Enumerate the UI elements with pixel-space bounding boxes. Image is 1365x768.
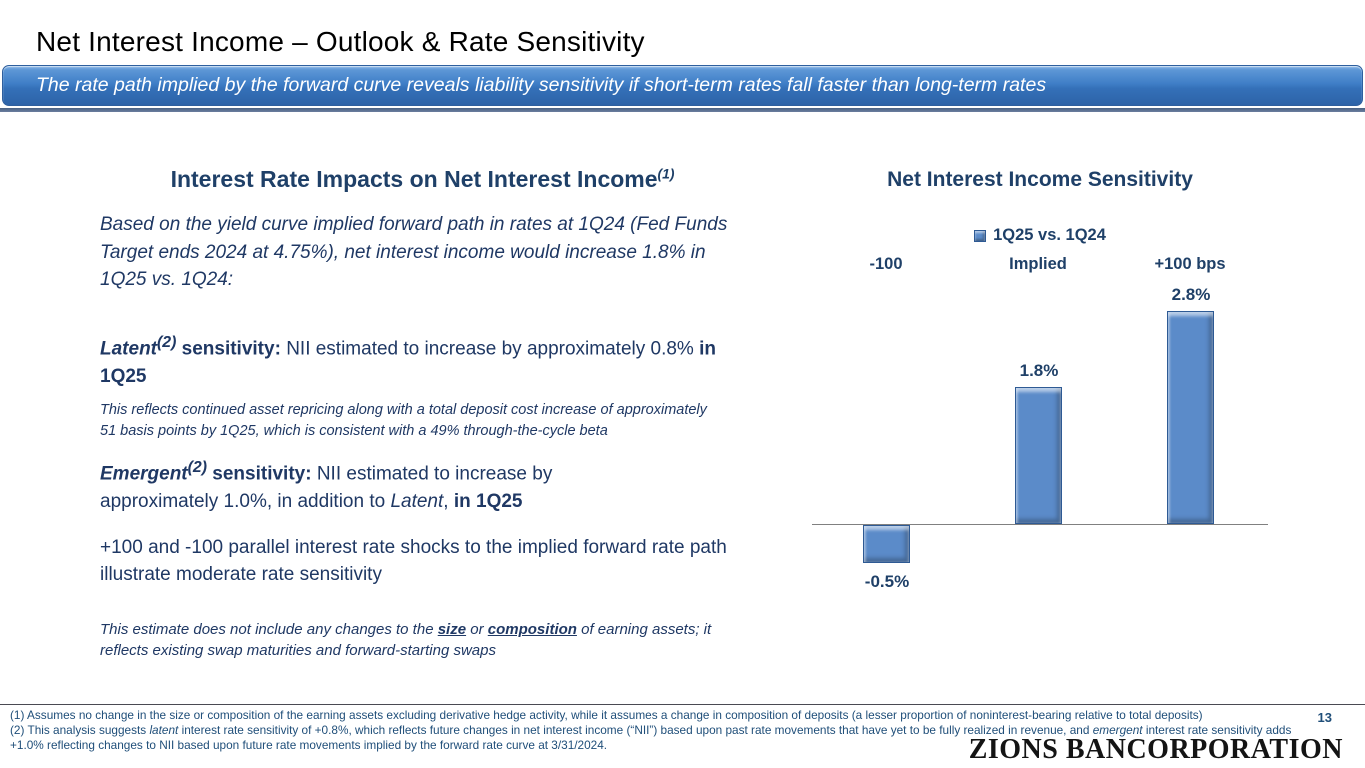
latent-note: This reflects continued asset repricing along with a total deposit cost increase of approximately 51 basis points by 1Q25, which is consistent with a 49% through-the-cycle beta	[100, 402, 707, 439]
category-label-implied: Implied	[1009, 255, 1067, 273]
left-heading: Interest Rate Impacts on Net Interest Income$^{(1)}$	[170, 166, 675, 192]
bar-implied	[1015, 387, 1062, 524]
bar-chart-plot-area	[812, 280, 1268, 610]
company-logo: ZIONS BANCORPORATION	[968, 734, 1343, 765]
slide-title: Net Interest Income – Outlook & Rate Sensitivity	[36, 26, 645, 57]
intro-paragraph: Based on the yield curve implied forward path in rates at 1Q24 (Fed Funds Target ends 2024 at 4.75%), net interest income would increase 1.8% in 1Q25 vs. 1Q24:	[100, 214, 728, 291]
left-panel	[100, 166, 745, 661]
page-number: 13	[1317, 710, 1332, 725]
bar-value-label-minus100: -0.5%	[864, 572, 910, 591]
latent-paragraph: Latent$^{(2)}$ sensitivity: NII estimated to increase by approximately 0.8% in 1Q25	[100, 333, 716, 387]
legend-marker-icon	[974, 230, 986, 242]
footnote-ref-1: (1)	[657, 166, 675, 182]
rate-shocks-paragraph: +100 and -100 parallel interest rate shocks to the implied forward rate path illustrate moderate rate sensitivity	[100, 536, 727, 586]
estimate-note: This estimate does not include any changes to the size or composition of earning assets; it reflects existing swap maturities and forward-starting swaps	[100, 620, 712, 660]
subtitle-banner	[2, 65, 1363, 106]
footnote-1: (1) Assumes no change in the size or composition of the earning assets excluding derivative hedge activity, while it assumes a change in composition of deposits (a lesser proportion of noninterest-bearing relative to total deposits)	[10, 708, 1203, 722]
footer-divider	[0, 704, 1365, 705]
bar-value-label-plus100: 2.8%	[1171, 285, 1211, 305]
subtitle-banner-text: The rate path implied by the forward curve reveals liability sensitivity if short-term rates fall faster than long-term rates	[36, 74, 1047, 96]
bar-plus100	[1167, 311, 1214, 524]
category-label-plus100: +100 bps	[1154, 255, 1226, 273]
category-label-minus100: -100	[869, 255, 903, 273]
footnote-2: (2) This analysis suggests latent interest rate sensitivity of +0.8%, which reflects future changes in net interest income (“NII”) based upon past rate movements that have yet to be fully realized in revenue, and emergent interest rate sensitivity adds +1.0% reflecting changes to NII based upon future rate movements implied by the forward rate curve at 3/31/2024.	[10, 723, 1292, 753]
bar-minus100	[863, 525, 910, 563]
banner-underline	[0, 108, 1365, 112]
legend-label: 1Q25 vs. 1Q24	[993, 226, 1106, 244]
chart-title: Net Interest Income Sensitivity	[887, 168, 1193, 191]
bar-value-label-implied: 1.8%	[1019, 361, 1059, 381]
emergent-paragraph: Emergent$^{(2)}$ sensitivity: NII estimated to increase by approximately 1.0%, in addition to Latent, in 1Q25	[100, 459, 553, 513]
footnote-ref-2: (2)	[157, 333, 177, 351]
chart-legend	[808, 226, 1272, 245]
footnote-ref-2: (2)	[187, 459, 207, 477]
